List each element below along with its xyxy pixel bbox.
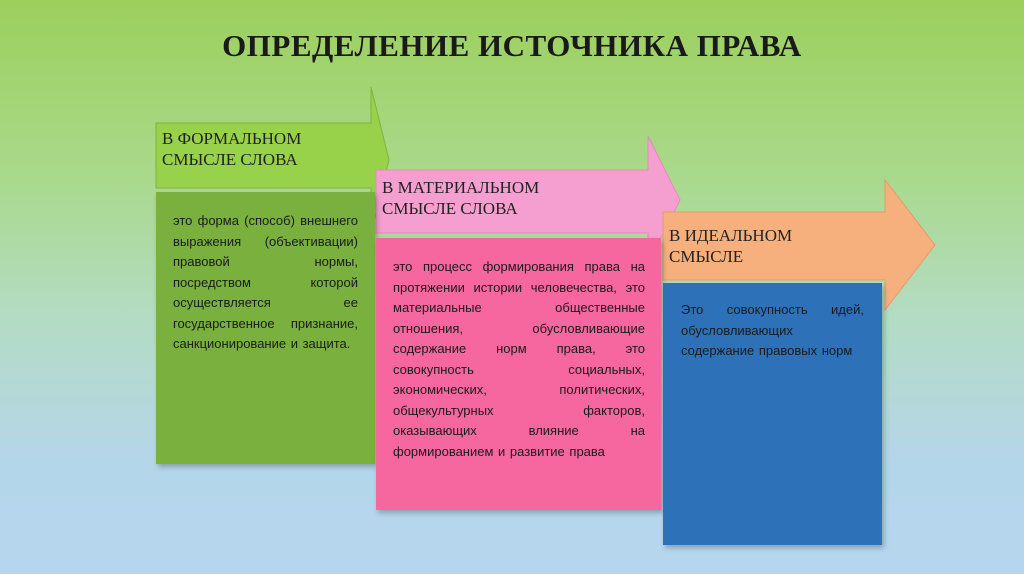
material-heading: В МАТЕРИАЛЬНОМ СМЫСЛЕ СЛОВА [382,178,540,218]
ideal-definition-box [663,283,882,545]
formal-definition-box [156,192,375,464]
ideal-heading: В ИДЕАЛЬНОМ СМЫСЛЕ [669,226,793,266]
ideal-definition-text: Это совокупность идей, обусловливающих содержание правовых норм [681,302,864,358]
formal-heading: В ФОРМАЛЬНОМ СМЫСЛЕ СЛОВА [162,129,302,169]
formal-definition-text: это форма (способ) внешнего выражения (объективации) правовой нормы, посредством которой осуществляется ее государственное признание, санкционирование и защита. [173,213,358,351]
material-definition-text: это процесс формирования права на протяжении истории человечества, это материальные общественные отношения, обусловливающие содержание норм права, это совокупность социальных, экономических, политических, общекультурных факторов, оказывающих влияние на формированием и развитие права [393,259,645,459]
material-definition-box [376,238,661,510]
page-title: ОПРЕДЕЛЕНИЕ ИСТОЧНИКА ПРАВА [222,28,802,63]
